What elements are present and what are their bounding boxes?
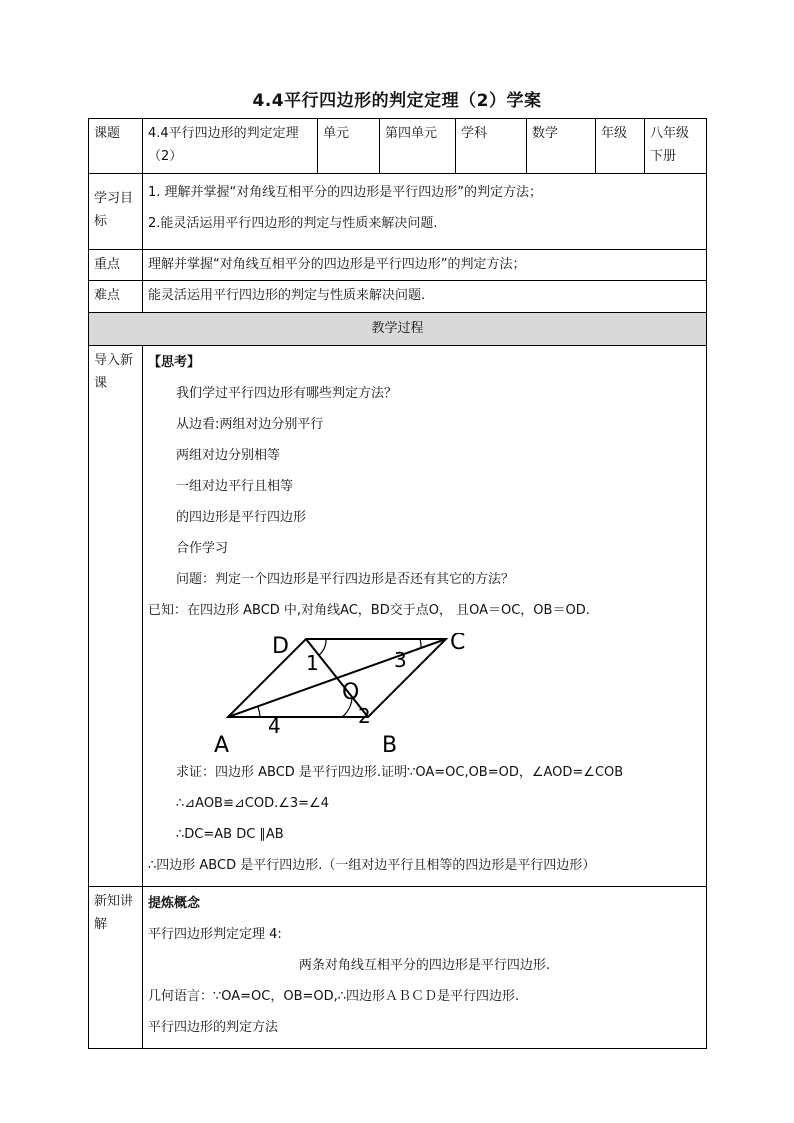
angle-4-label: 4 (268, 714, 281, 738)
difficulty-label: 难点 (89, 281, 143, 313)
grade-value: 八年级下册 (645, 119, 707, 174)
angle-1-label: 1 (306, 651, 319, 675)
intro-line: 从边看:两组对边分别平行 (176, 417, 324, 433)
proof-line: 求证：四边形 ABCD 是平行四边形.证明∵OA=OC,OB=OD，∠AOD=∠COB (176, 765, 624, 781)
intro-line: 一组对边平行且相等 (176, 479, 294, 495)
vertex-b-label: B (382, 733, 398, 758)
intro-line: 的四边形是平行四边形 (176, 510, 307, 526)
goals-content (143, 173, 707, 249)
intro-line: 两组对边分别相等 (176, 448, 281, 464)
intro-line: 问题：判定一个四边形是平行四边形是否还有其它的方法？ (176, 572, 515, 588)
conclusion: ∴四边形 ABCD 是平行四边形.（一组对边平行且相等的四边形是平行四边形） (148, 858, 596, 874)
goal-item: 1. 理解并掌握“对角线互相平分的四边形是平行四边形”的判定方法； (148, 184, 543, 200)
grade-label: 年级 (596, 119, 645, 174)
proof-line: ∴⊿AOB≌⊿COD.∠3=∠4 (176, 796, 329, 812)
goal-item: 2.能灵活运用平行四边形的判定与性质来解决问题. (148, 215, 438, 231)
think-heading: 【思考】 (148, 355, 201, 371)
angle-3-arc (420, 639, 421, 648)
vertex-d-label: D (272, 634, 289, 659)
intro-line: 我们学过平行四边形有哪些判定方法？ (176, 386, 398, 402)
proof-line: ∴DC=AB DC ∥AB (176, 827, 284, 843)
key-point-label: 重点 (89, 249, 143, 281)
header-row (89, 119, 707, 174)
angle-1-arc (319, 639, 326, 655)
unit-label: 单元 (318, 119, 380, 174)
point-o-label: O (342, 680, 360, 705)
subject-label: 学科 (456, 119, 527, 174)
vertex-a-label: A (214, 733, 230, 758)
topic-label: 课题 (89, 119, 143, 174)
process-header: 教学过程 (89, 313, 707, 346)
new-knowledge-row (89, 887, 707, 1049)
difficulty-row (89, 281, 707, 313)
new-content (143, 887, 707, 1049)
theorem-text: 两条对角线互相平分的四边形是平行四边形. (298, 958, 551, 974)
intro-content (143, 346, 707, 887)
angle-2-label: 2 (358, 704, 371, 728)
vertex-c-label: C (450, 633, 466, 655)
subject-value: 数学 (527, 119, 596, 174)
key-point-text: 理解并掌握“对角线互相平分的四边形是平行四边形”的判定方法； (143, 249, 707, 281)
new-label: 新知讲解 (89, 887, 143, 1049)
page-title: 4.4平行四边形的判定定理（2）学案 (252, 91, 542, 111)
judgment-methods: 平行四边形的判定方法 (148, 1020, 279, 1036)
lesson-plan-table (88, 118, 707, 1049)
topic-value: 4.4平行四边形的判定定理（2） (143, 119, 318, 174)
parallelogram-figure (208, 633, 548, 758)
theorem-title: 平行四边形判定定理 4: (148, 927, 282, 943)
angle-4-arc (258, 707, 260, 717)
intro-line: 合作学习 (176, 541, 229, 557)
process-header-row (89, 313, 707, 346)
difficulty-text: 能灵活运用平行四边形的判定与性质来解决问题. (143, 281, 707, 313)
intro-row (89, 346, 707, 887)
goals-label: 学习目标 (89, 173, 143, 249)
unit-value: 第四单元 (380, 119, 456, 174)
concept-heading: 提炼概念 (148, 896, 201, 912)
goals-row (89, 173, 707, 249)
angle-3-label: 3 (394, 648, 407, 672)
key-point-row (89, 249, 707, 281)
given-statement: 已知：在四边形 ABCD 中,对角线AC，BD交于点O， 且OA＝OC，OB＝OD. (148, 603, 590, 619)
geometric-language: 几何语言：∵OA=OC，OB=OD,∴四边形ＡＢＣＤ是平行四边形. (148, 989, 520, 1005)
intro-label: 导入新课 (89, 346, 143, 887)
